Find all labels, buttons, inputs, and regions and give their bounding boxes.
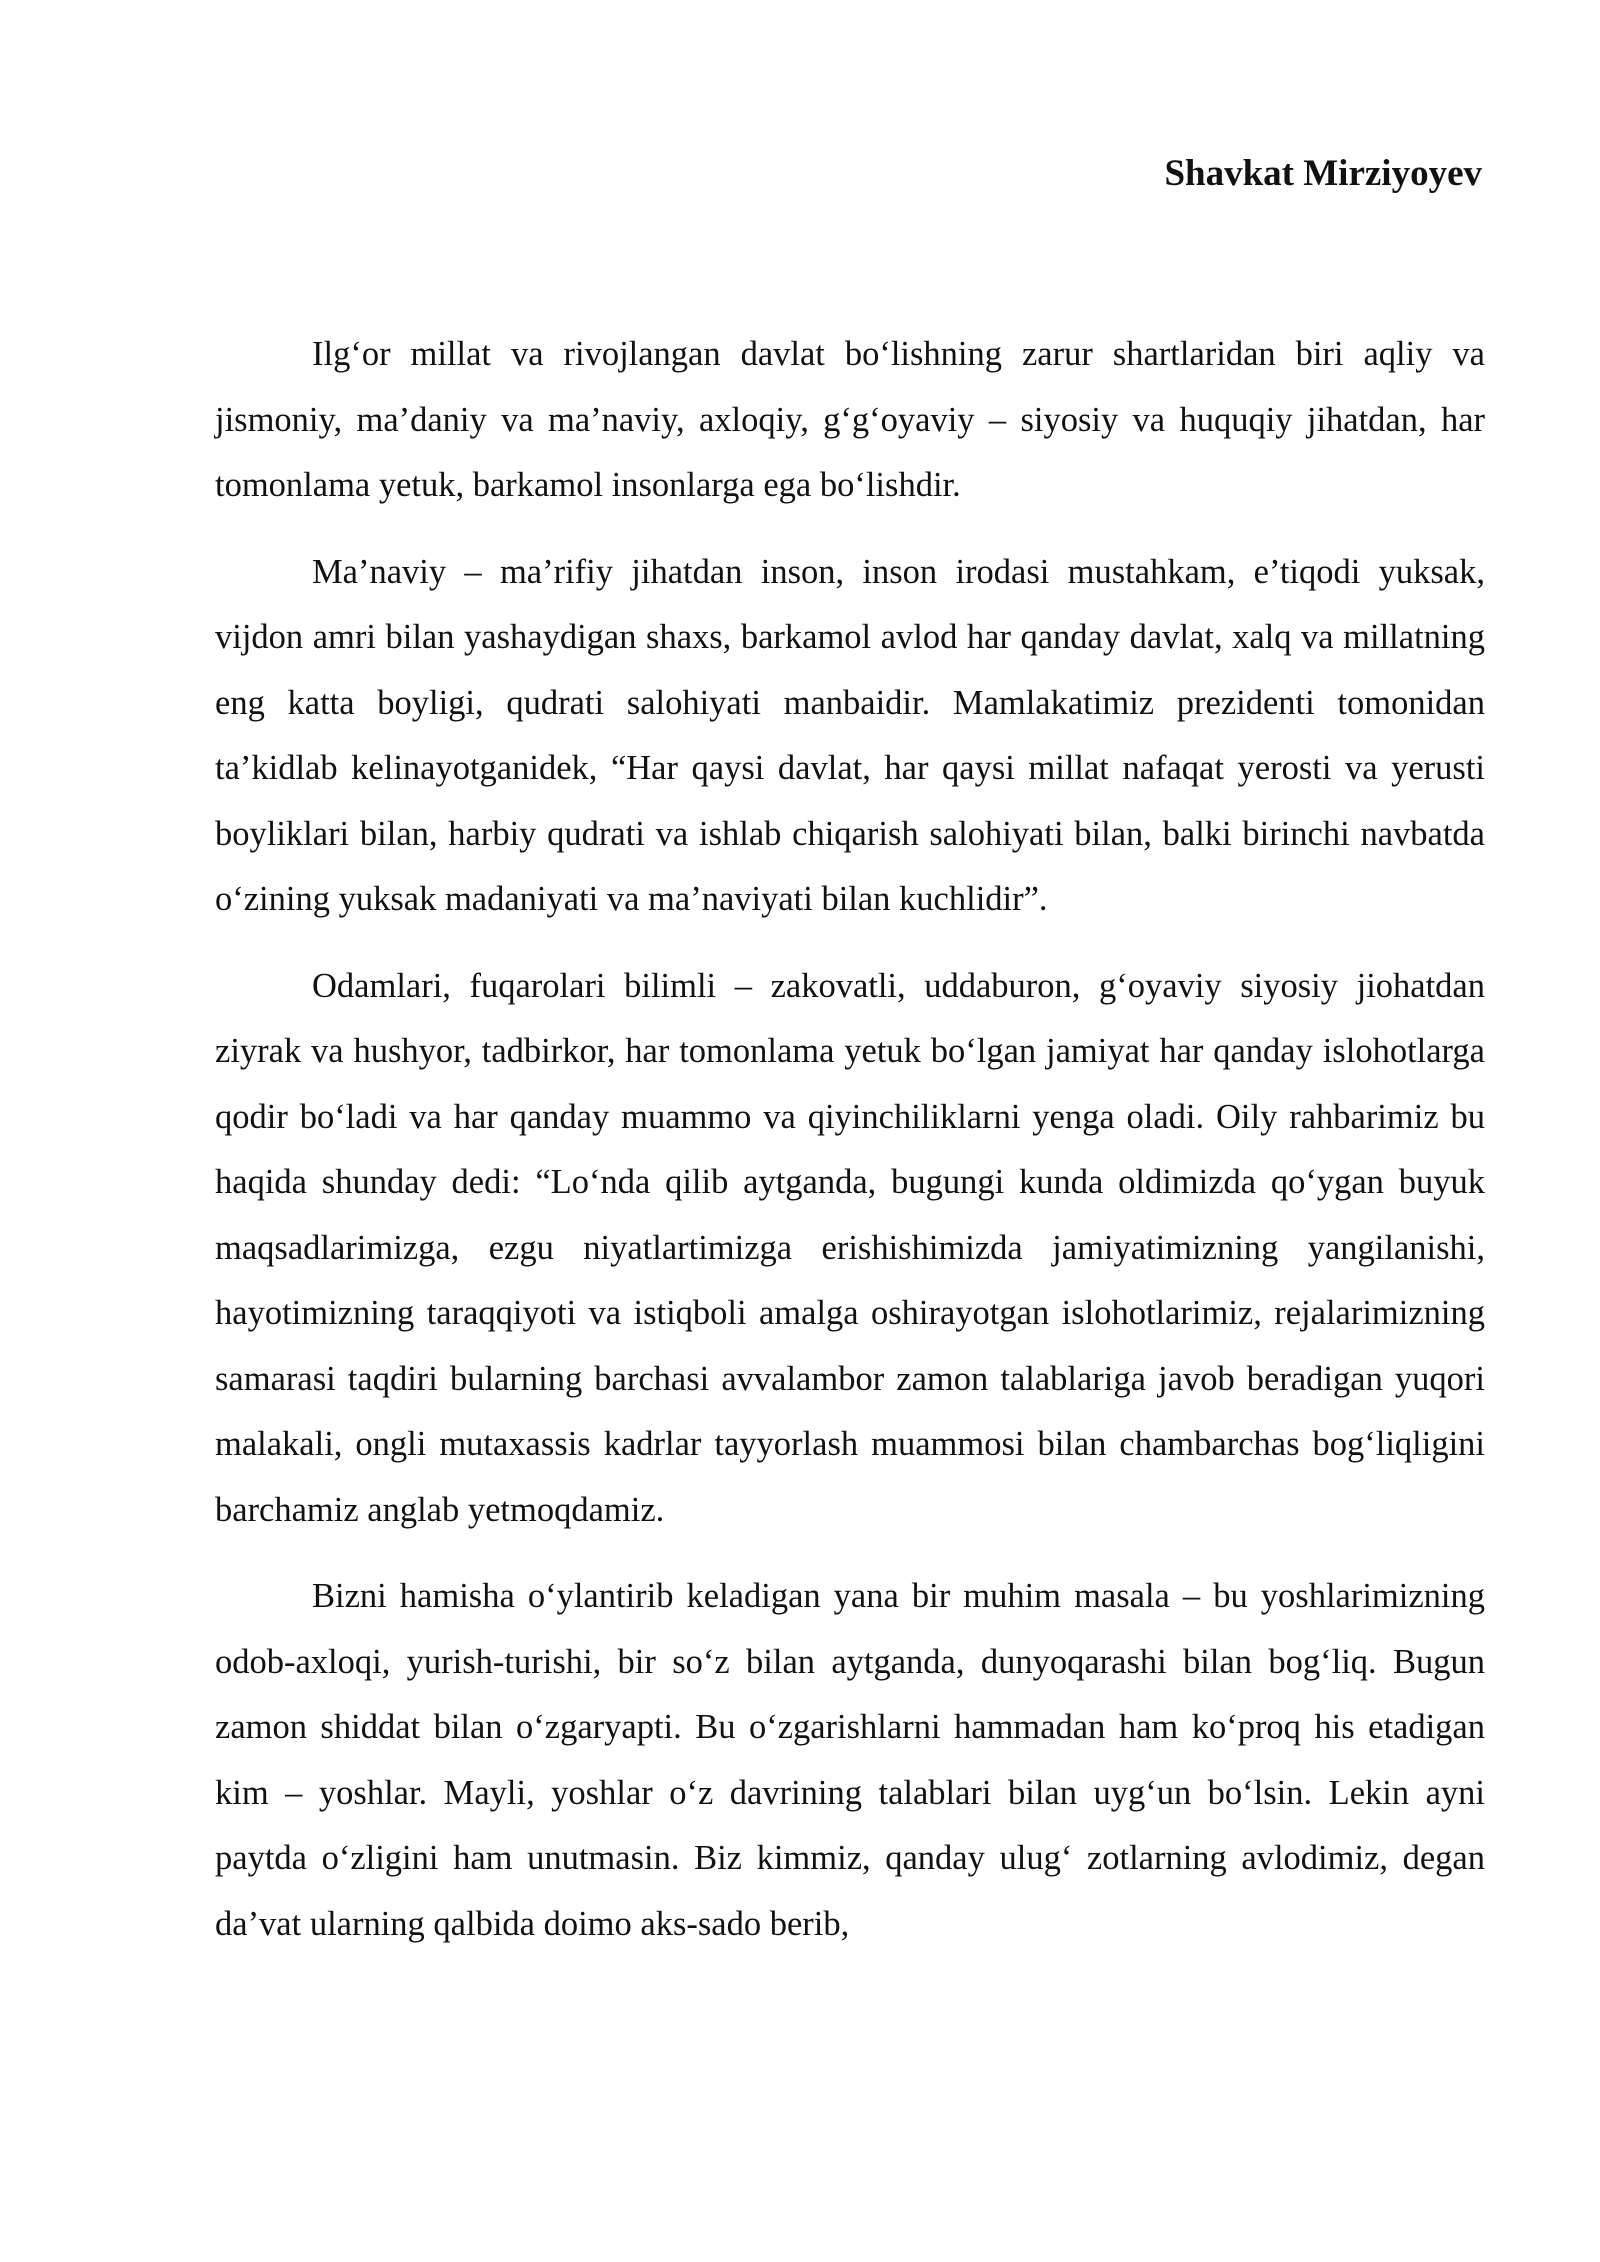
document-body	[215, 322, 1485, 1978]
paragraph: Ma’naviy – ma’rifiy jihatdan inson, inson irodasi mustahkam, e’tiqodi yuksak, vijdon amri bilan yashaydigan shaxs, barkamol avlod har qanday davlat, xalq va millatning eng katta boyligi, qudrati salohiyati manbaidir. Mamlakatimiz prezidenti tomonidan ta’kidlab kelinayotganidek, “Har qaysi davlat, har qaysi millat nafaqat yerosti va yerusti boyliklari bilan, harbiy qudrati va ishlab chiqarish salohiyati bilan, balki birinchi navbatda o‘zining yuksak madaniyati va ma’naviyati bilan kuchlidir”.	[215, 552, 1485, 918]
paragraph: Bizni hamisha o‘ylantirib keladigan yana bir muhim masala – bu yoshlarimizning odob-axloqi, yurish-turishi, bir so‘z bilan aytganda, dunyoqarashi bilan bog‘liq. Bugun zamon shiddat bilan o‘zgaryapti. Bu o‘zgarishlarni hammadan ham ko‘proq his etadigan kim – yoshlar. Mayli, yoshlar o‘z davrining talablari bilan uyg‘un bo‘lsin. Lekin ayni paytda o‘zligini ham unutmasin. Biz kimmiz, qanday ulug‘ zotlarning avlodimiz, degan da’vat ularning qalbida doimo aks-sado berib,	[215, 1577, 1485, 1943]
paragraph: Ilg‘or millat va rivojlangan davlat bo‘lishning zarur shartlaridan biri aqliy va jismoniy, ma’daniy va ma’naviy, axloqiy, g‘g‘oyaviy – siyosiy va huquqiy jihatdan, har tomonlama yetuk, barkamol insonlarga ega bo‘lishdir.	[215, 335, 1485, 504]
author-name: Shavkat Mirziyoyev	[1164, 153, 1482, 194]
paragraph: Odamlari, fuqarolari bilimli – zakovatli, uddaburon, g‘oyaviy siyosiy jiohatdan ziyrak va hushyor, tadbirkor, har tomonlama yetuk bo‘lgan jamiyat har qanday islohotlarga qodir bo‘ladi va har qanday muammo va qiyinchiliklarni yenga oladi. Oily rahbarimiz bu haqida shunday dedi: “Lo‘nda qilib aytganda, bugungi kunda oldimizda qo‘ygan buyuk maqsadlarimizga, ezgu niyatlartimizga erishishimizda jamiyatimizning yangilanishi, hayotimizning taraqqiyoti va istiqboli amalga oshirayotgan islohotlarimiz, rejalarimizning samarasi taqdiri bularning barchasi avvalambor zamon talablariga javob beradigan yuqori malakali, ongli mutaxassis kadrlar tayyorlash muammosi bilan chambarchas bog‘liqligini barchamiz anglab yetmoqdamiz.	[215, 966, 1485, 1529]
